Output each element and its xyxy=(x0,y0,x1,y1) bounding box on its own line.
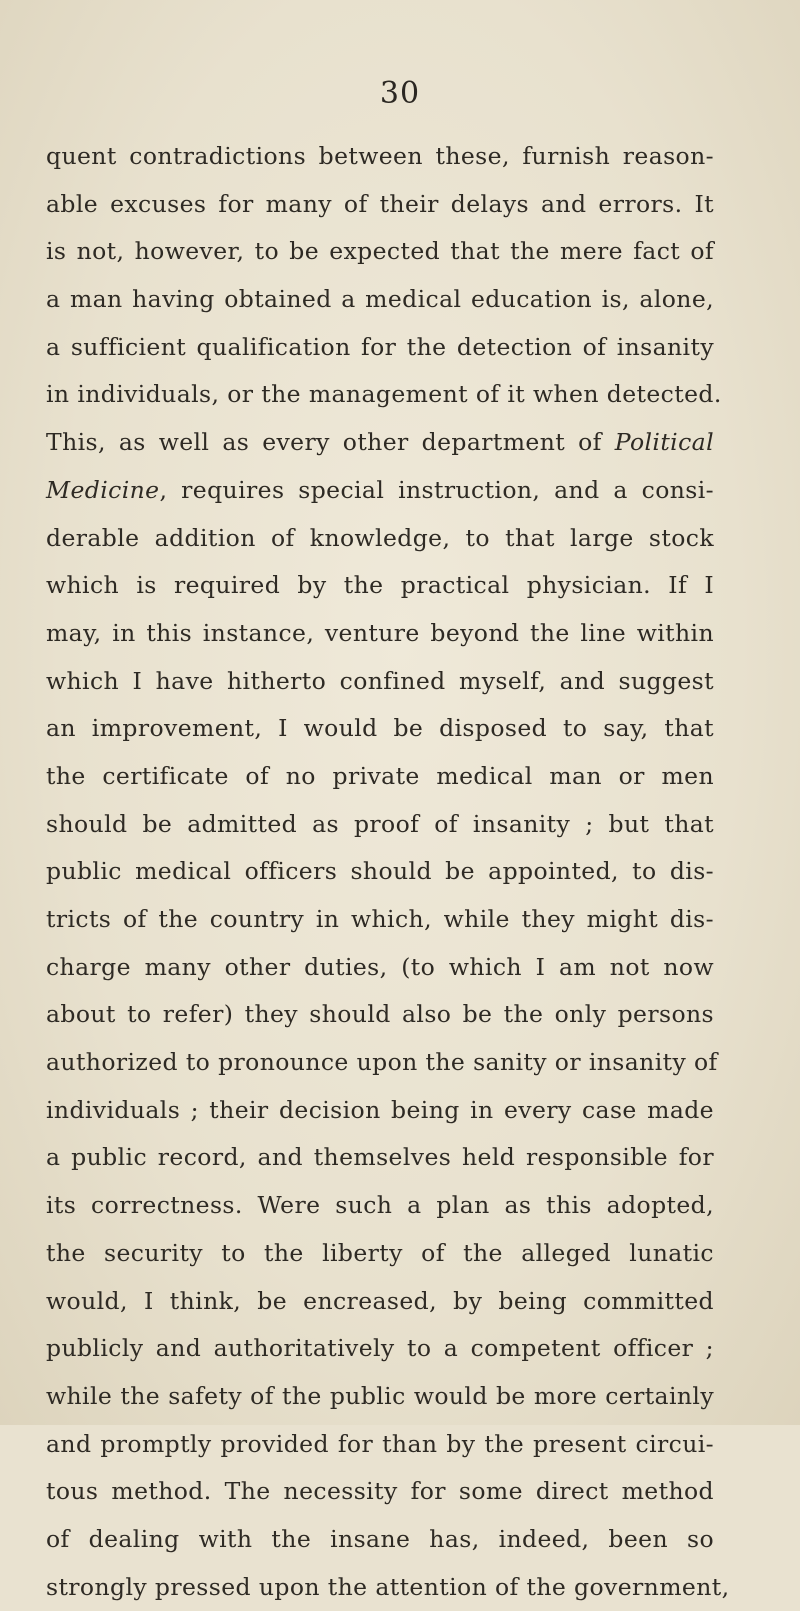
text-line: about to refer) they should also be the only persons xyxy=(46,1000,714,1029)
text-line: the security to the liberty of the alleged lunatic xyxy=(46,1238,714,1267)
text-line: a public record, and themselves held responsible for xyxy=(46,1143,714,1172)
text-line xyxy=(46,419,714,467)
text-line: and promptly provided for than by the present circui- xyxy=(46,1429,714,1458)
text-line: a sufficient qualification for the detection of insanity xyxy=(46,332,714,361)
italic-term: Political xyxy=(614,428,714,457)
text-line: tricts of the country in which, while they might dis- xyxy=(46,905,714,933)
text-line xyxy=(46,467,714,515)
text-line: in individuals, or the management of it when detected. xyxy=(46,380,722,409)
text-line: tous method. The necessity for some direct method xyxy=(46,1477,714,1506)
text-line: a man having obtained a medical education is, alone, xyxy=(46,285,714,314)
text-line: publicly and authoritatively to a competent officer ; xyxy=(46,1334,714,1363)
text-line: derable addition of knowledge, to that large stock xyxy=(46,523,714,552)
text-line: individuals ; their decision being in every case made xyxy=(46,1095,714,1124)
text-segment: This, as well as every other department of xyxy=(46,428,615,457)
text-line: strongly pressed upon the attention of the government, xyxy=(46,1572,730,1601)
page-number: 30 xyxy=(379,76,421,111)
body-text xyxy=(46,133,730,1611)
text-line: public medical officers should be appointed, to dis- xyxy=(46,857,714,886)
text-line: would, I think, be encreased, by being committed xyxy=(46,1286,714,1315)
text-segment: , requires special instruction, and a consi- xyxy=(159,475,714,504)
text-line: which I have hitherto confined myself, and suggest xyxy=(46,666,714,695)
text-line: charge many other duties, (to which I am not now xyxy=(46,952,714,981)
text-line: authorized to pronounce upon the sanity or insanity of xyxy=(46,1048,718,1077)
text-line: able excuses for many of their delays and errors. It xyxy=(46,189,714,218)
text-line: is not, however, to be expected that the mere fact of xyxy=(46,237,714,266)
text-line: an improvement, I would be disposed to say, that xyxy=(46,714,714,743)
text-line: the certificate of no private medical man or men xyxy=(46,761,714,790)
italic-term: Medicine xyxy=(46,475,160,504)
text-line: quent contradictions between these, furnish reason- xyxy=(46,142,714,170)
text-line: while the safety of the public would be more certainly xyxy=(46,1381,714,1410)
text-line: of dealing with the insane has, indeed, been so xyxy=(46,1524,714,1553)
text-line: may, in this instance, venture beyond the line within xyxy=(46,618,714,647)
text-line: should be admitted as proof of insanity ; but that xyxy=(46,809,714,838)
text-line: which is required by the practical physician. If I xyxy=(46,571,714,600)
text-line: its correctness. Were such a plan as this adopted, xyxy=(46,1191,714,1220)
